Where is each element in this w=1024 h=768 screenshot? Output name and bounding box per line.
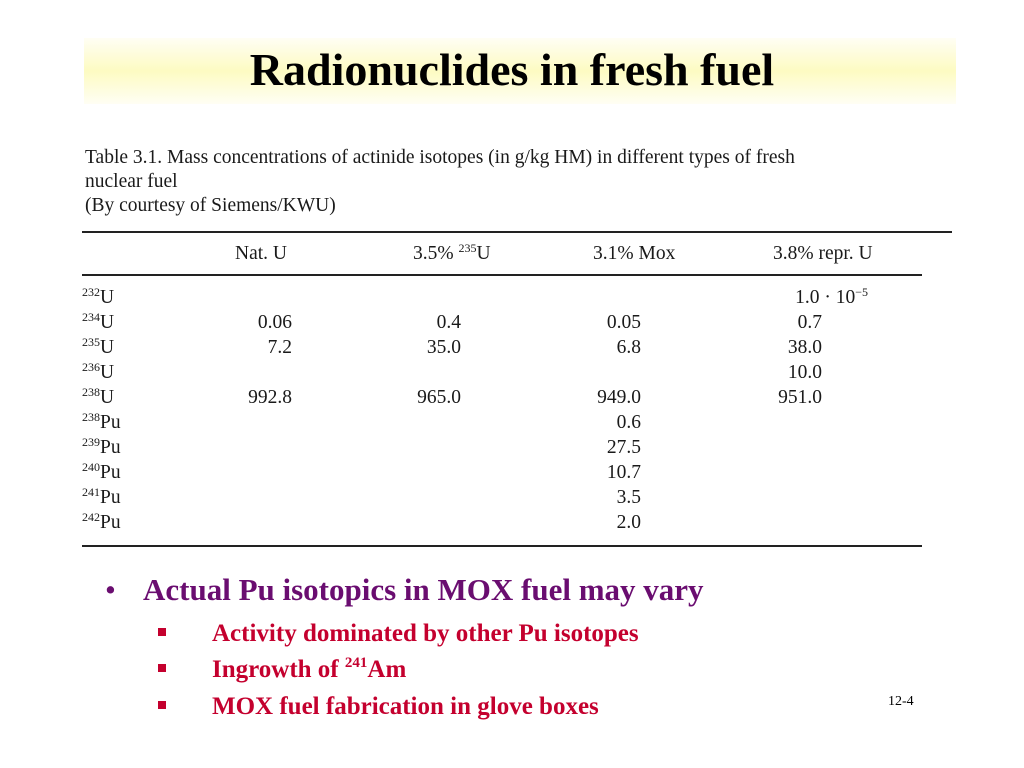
isotope-mass-number: 239 xyxy=(82,435,100,449)
cell-exponent: −5 xyxy=(855,285,868,299)
isotope-element: U xyxy=(100,362,115,383)
cell-value: 0.6 xyxy=(616,412,641,433)
isotope-mass-number: 241 xyxy=(82,485,100,499)
isotope-mass-number: 238 xyxy=(82,410,100,424)
cell-value: 35.0 xyxy=(426,337,461,358)
cell-value: 992.8 xyxy=(248,387,292,408)
caption-line-1: Table 3.1. Mass concentrations of actinide isotopes (in g/kg HM) in different types of fresh xyxy=(85,147,795,168)
cell-value: 0.06 xyxy=(257,312,292,333)
table-bottom-rule xyxy=(82,545,922,547)
cell-value: 1.0 · 10 xyxy=(795,287,856,308)
bullet-dot-icon: • xyxy=(105,572,116,607)
isotope-element: U xyxy=(100,337,115,358)
table-cell-nat-u xyxy=(202,387,292,409)
sub-bullet-element: Am xyxy=(367,656,407,683)
isotope-mass-number: 238 xyxy=(82,385,100,399)
sub-bullet-text: MOX fuel fabrication in glove boxes xyxy=(212,693,599,720)
isotope-element: U xyxy=(100,387,115,408)
slide-title: Radionuclides in fresh fuel xyxy=(249,44,775,95)
caption-line-3: (By courtesy of Siemens/KWU) xyxy=(85,195,336,216)
table-cell-mox xyxy=(551,337,641,359)
isotope-label xyxy=(82,362,114,384)
table-cell-mox xyxy=(551,312,641,334)
isotope-element: U xyxy=(100,312,115,333)
cell-value: 965.0 xyxy=(417,387,461,408)
isotope-element: U xyxy=(100,287,115,308)
isotope-mass-number: 242 xyxy=(82,510,100,524)
square-bullet-icon xyxy=(158,628,166,636)
main-bullet-text: Actual Pu isotopics in MOX fuel may vary xyxy=(143,572,704,607)
sub-bullet-2 xyxy=(158,656,406,684)
isotope-element: Pu xyxy=(100,412,121,433)
table-cell-repr xyxy=(732,312,822,334)
table-cell-enriched xyxy=(371,337,461,359)
page-number: 12-4 xyxy=(888,694,914,709)
square-bullet-icon xyxy=(158,701,166,709)
isotope-label xyxy=(82,287,114,309)
cell-value: 6.8 xyxy=(616,337,641,358)
isotope-mass-number: 240 xyxy=(82,460,100,474)
table-cell-nat-u xyxy=(202,337,292,359)
sub-bullet-mass-number: 241 xyxy=(344,655,368,671)
header-repr-u: 3.8% repr. U xyxy=(773,243,873,264)
cell-value: 2.0 xyxy=(616,512,641,533)
cell-value: 10.7 xyxy=(606,462,641,483)
isotope-element: Pu xyxy=(100,487,121,508)
isotope-label xyxy=(82,337,114,359)
sub-bullet-text: Activity dominated by other Pu isotopes xyxy=(212,620,639,647)
table-cell-repr xyxy=(732,362,822,384)
isotope-mass-number: 232 xyxy=(82,285,100,299)
isotope-element: Pu xyxy=(100,437,121,458)
isotope-label xyxy=(82,387,114,409)
cell-value: 951.0 xyxy=(778,387,822,408)
table-cell-repr xyxy=(732,337,822,359)
cell-value: 949.0 xyxy=(597,387,641,408)
table-cell-mox xyxy=(551,437,641,459)
isotope-element: Pu xyxy=(100,512,121,533)
table-cell-enriched xyxy=(371,312,461,334)
cell-value: 0.05 xyxy=(606,312,641,333)
table-cell-mox xyxy=(551,487,641,509)
cell-value: 10.0 xyxy=(787,362,822,383)
header-enriched-element: U xyxy=(476,243,491,264)
sub-bullet-1 xyxy=(158,620,639,648)
main-bullet xyxy=(105,572,704,608)
table-cell-mox xyxy=(551,412,641,434)
cell-value: 0.7 xyxy=(797,312,822,333)
header-mox: 3.1% Mox xyxy=(593,243,676,264)
header-enriched-mass: 235 xyxy=(458,241,477,255)
isotope-mass-number: 236 xyxy=(82,360,100,374)
isotope-label xyxy=(82,487,121,509)
table-cell-repr xyxy=(732,387,822,409)
isotope-label xyxy=(82,512,121,534)
isotope-label xyxy=(82,437,121,459)
cell-value: 3.5 xyxy=(616,487,641,508)
isotope-label xyxy=(82,462,121,484)
cell-value: 7.2 xyxy=(267,337,292,358)
isotope-mass-number: 234 xyxy=(82,310,100,324)
table-cell-mox xyxy=(551,462,641,484)
table-cell-nat-u xyxy=(202,312,292,334)
isotope-label xyxy=(82,412,121,434)
cell-value: 0.4 xyxy=(436,312,461,333)
header-nat-u: Nat. U xyxy=(235,243,287,264)
square-bullet-icon xyxy=(158,664,166,672)
table-cell-enriched xyxy=(371,387,461,409)
header-enriched-u xyxy=(413,243,491,265)
table-caption xyxy=(85,146,945,218)
table-cell-mox xyxy=(551,512,641,534)
table-cell-repr xyxy=(778,287,868,309)
table-cell-mox xyxy=(551,387,641,409)
caption-line-2: nuclear fuel xyxy=(85,171,178,192)
cell-value: 38.0 xyxy=(787,337,822,358)
isotope-element: Pu xyxy=(100,462,121,483)
table-top-rule xyxy=(82,231,952,233)
cell-value: 27.5 xyxy=(606,437,641,458)
isotope-mass-number: 235 xyxy=(82,335,100,349)
isotope-label xyxy=(82,312,114,334)
header-bottom-rule xyxy=(82,274,922,276)
sub-bullet-3 xyxy=(158,693,599,721)
sub-bullet-prefix: Ingrowth of xyxy=(212,656,345,683)
header-enriched-prefix: 3.5% xyxy=(413,243,459,264)
